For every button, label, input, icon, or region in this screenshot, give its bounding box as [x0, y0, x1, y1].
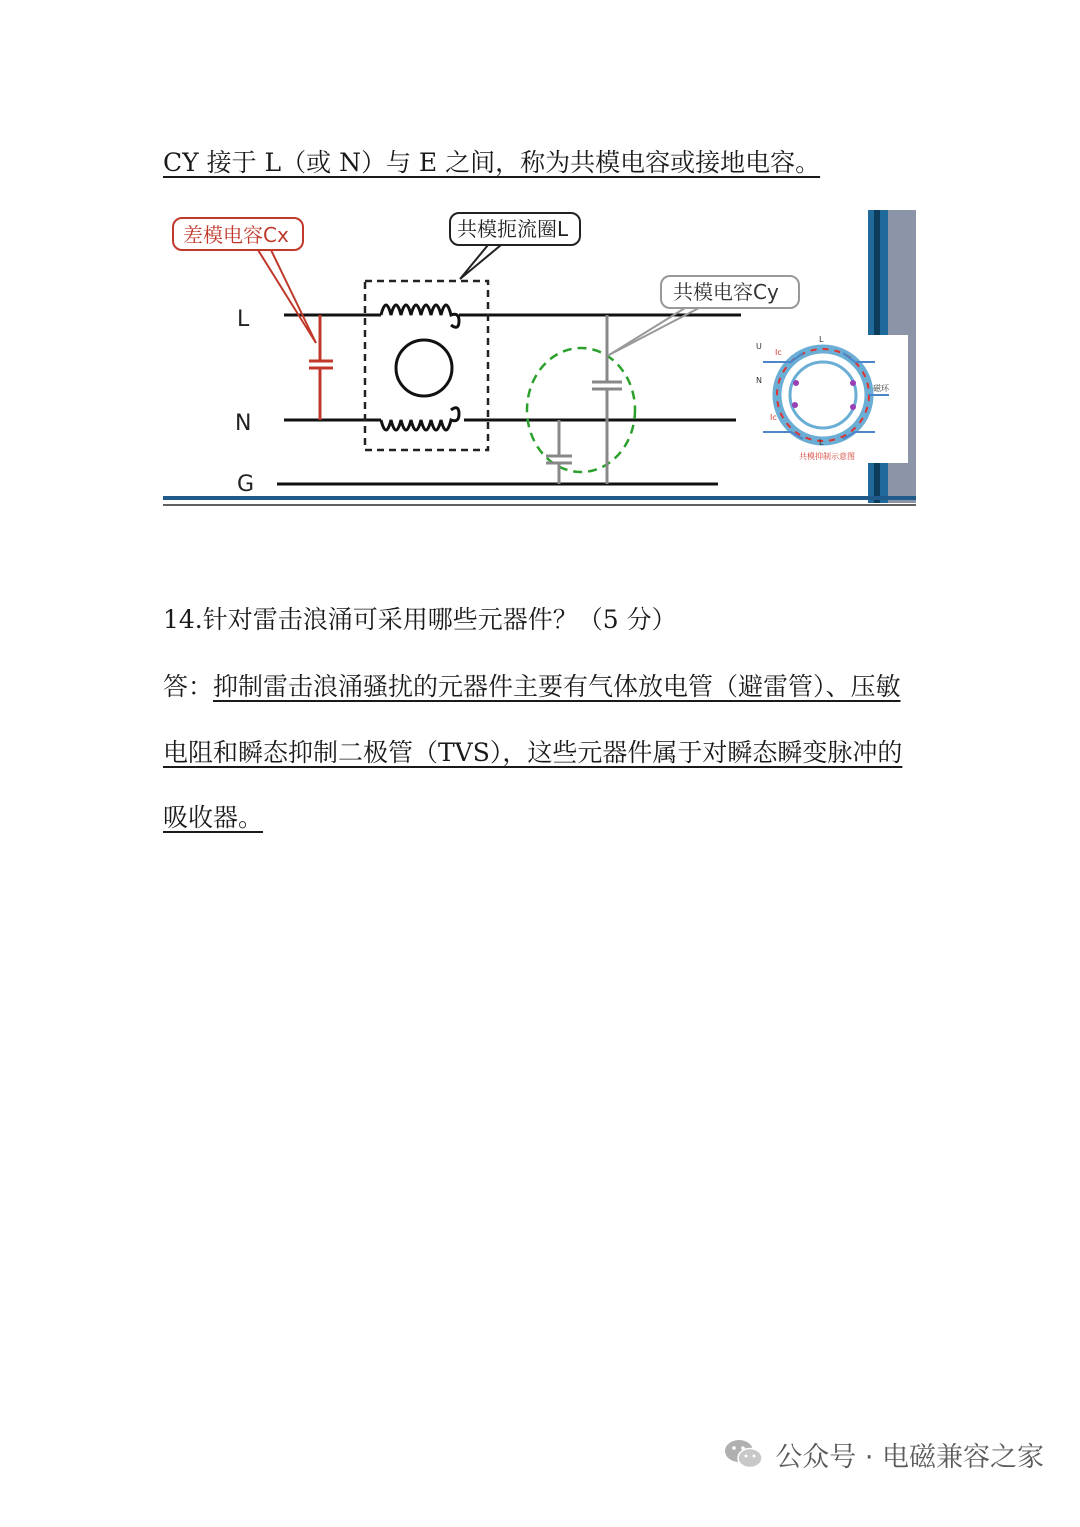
inset-n-label: N: [756, 376, 762, 385]
wechat-icon: [723, 1437, 765, 1471]
cy-description: CY 接于 L（或 N）与 E 之间，称为共模电容或接地电容。: [163, 148, 821, 177]
choke-callout: [450, 213, 580, 279]
cx-capacitor: [309, 315, 333, 420]
common-mode-inset: [743, 335, 908, 463]
inset-caption: 共模抑制示意图: [799, 452, 855, 461]
emc-filter-diagram: [163, 205, 919, 511]
common-mode-choke: [365, 281, 488, 450]
cy-capacitors: [527, 315, 635, 484]
answer-line-2: 电阻和瞬态抑制二极管（TVS），这些元器件属于对瞬态瞬变脉冲的: [163, 738, 903, 767]
cy-callout-text: 共模电容Cy: [673, 280, 779, 304]
label-line-g: G: [237, 472, 255, 497]
inset-l-bottom: L: [819, 438, 824, 447]
answer-text-1: 抑制雷击浪涌骚扰的元器件主要有气体放电管（避雷管）、压敏: [213, 672, 901, 701]
inset-core-label: 磁环: [873, 384, 889, 393]
answer-line-3: 吸收器。: [163, 803, 264, 832]
choke-callout-text: 共模扼流圈L: [457, 217, 569, 241]
inset-l-top: L: [819, 335, 824, 344]
question-14: 14.针对雷击浪涌可采用哪些元器件？（5 分）: [163, 605, 677, 634]
cx-callout-text: 差模电容Cx: [183, 223, 289, 247]
label-line-n: N: [235, 411, 252, 436]
label-line-l: L: [237, 307, 250, 332]
conductor-lines: [277, 315, 741, 484]
watermark-text: 公众号 · 电磁兼容之家: [775, 1441, 1044, 1473]
answer-prefix: 答：: [163, 672, 214, 701]
watermark: [723, 1432, 1044, 1476]
answer-line-1: [163, 670, 901, 704]
inset-u-label: U: [756, 342, 762, 351]
inset-ic-bottom: Ic: [770, 413, 777, 422]
inset-ic-top: Ic: [775, 348, 782, 357]
